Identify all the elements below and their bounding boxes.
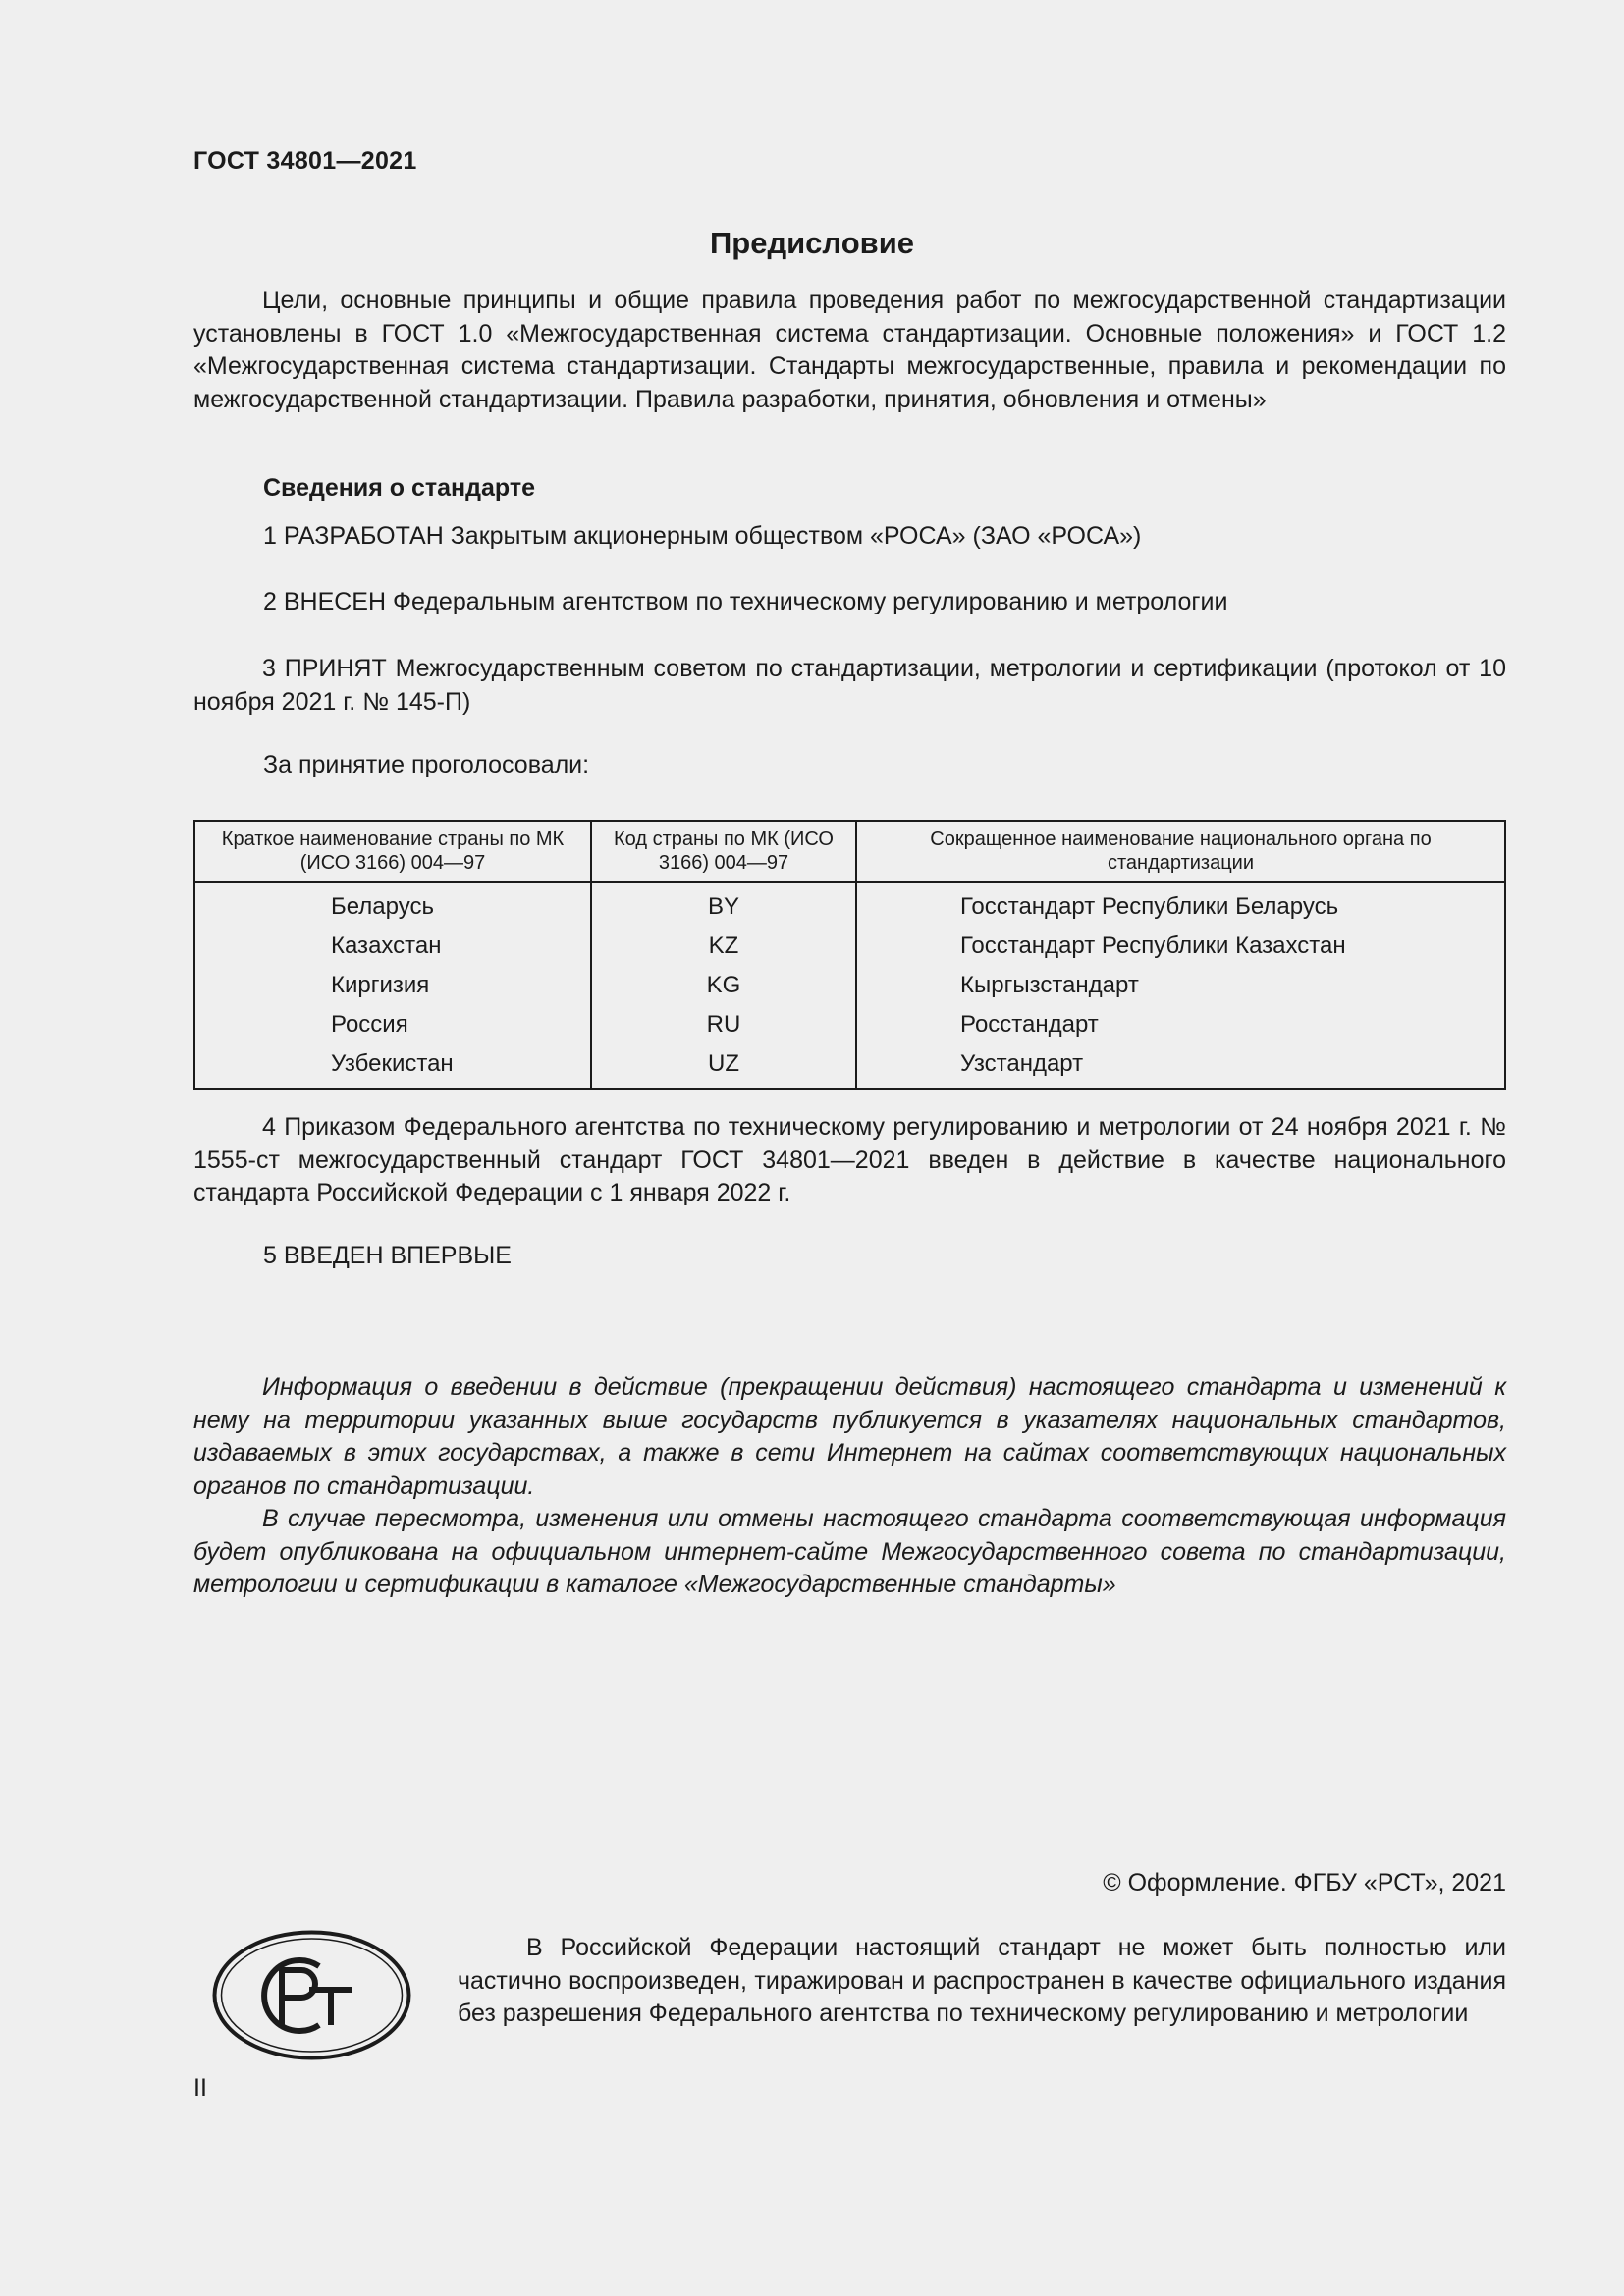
national-body-cell: Узстандарт: [856, 1044, 1505, 1089]
rst-logo: [211, 1929, 412, 2061]
voted-label: За принятие проголосовали:: [263, 751, 590, 778]
country-cell: Киргизия: [331, 972, 430, 998]
table-row: [194, 1044, 1505, 1089]
column-header-body: Сокращенное наименование национального органа по стандартизации: [856, 821, 1505, 882]
code-cell: KZ: [591, 927, 856, 966]
code-cell: RU: [591, 1005, 856, 1044]
national-body-cell: Госстандарт Республики Беларусь: [856, 882, 1505, 928]
page-title: Предисловие: [709, 226, 914, 260]
document-code-header: ГОСТ 34801—2021: [193, 147, 417, 175]
country-cell: Казахстан: [331, 933, 442, 959]
table-row: [194, 927, 1505, 966]
voting-countries-table: [193, 820, 1506, 1090]
column-header-country: Краткое наименование страны по МК (ИСО 3166) 004—97: [194, 821, 591, 882]
intro-paragraph: Цели, основные принципы и общие правила проведения работ по межгосударственной стандартизации установлены в ГОСТ 1.0 «Межгосударственная система стандартизации. Основные положения» и ГОСТ 1.2 «Межгосударственная система стандартизации. Стандарты межгосударственные, правила и рекомендации по межгосударственной стандартизации. Правила разработки, принятия, обновления и отмены»: [193, 287, 1506, 413]
code-cell: KG: [591, 966, 856, 1005]
item-adopted: 3 ПРИНЯТ Межгосударственным советом по стандартизации, метрологии и сертификации (протокол от 10 ноября 2021 г. № 145-П): [193, 655, 1506, 716]
table-row: [194, 882, 1505, 928]
item-developed: 1 РАЗРАБОТАН Закрытым акционерным обществом «РОСА» (ЗАО «РОСА»): [263, 522, 1142, 550]
national-body-cell: Росстандарт: [856, 1005, 1505, 1044]
info-heading: Сведения о стандарте: [263, 474, 536, 502]
national-body-cell: Госстандарт Республики Казахстан: [856, 927, 1505, 966]
italic-note-revision: В случае пересмотра, изменения или отмены настоящего стандарта соответствующая информация будет опубликована на официальном интернет-сайте Межгосударственного совета по стандартизации, метрологии и сертификации в каталоге «Межгосударственные стандарты»: [193, 1505, 1506, 1598]
reproduction-notice: В Российской Федерации настоящий стандарт не может быть полностью или частично воспроизведен, тиражирован и распространен в качестве официального издания без разрешения Федерального агентства по техническому регулированию и метрологии: [458, 1934, 1506, 2027]
table-row: [194, 1005, 1505, 1044]
table-row: [194, 966, 1505, 1005]
copyright-line: © Оформление. ФГБУ «РСТ», 2021: [1103, 1869, 1506, 1896]
column-header-code: Код страны по МК (ИСО 3166) 004—97: [591, 821, 856, 882]
country-cell: Беларусь: [331, 893, 434, 920]
country-cell: Россия: [331, 1011, 408, 1038]
item-introduced: 2 ВНЕСЕН Федеральным агентством по техническому регулированию и метрологии: [263, 588, 1228, 615]
item-first-introduced: 5 ВВЕДЕН ВПЕРВЫЕ: [263, 1242, 512, 1269]
national-body-cell: Кыргызстандарт: [856, 966, 1505, 1005]
item-enacted: 4 Приказом Федерального агентства по техническому регулированию и метрологии от 24 ноября 2021 г. № 1555-ст межгосударственный стандарт ГОСТ 34801—2021 введен в действие в качестве национального стандарта Российской Федерации с 1 января 2022 г.: [193, 1113, 1506, 1206]
table-header-row: [194, 821, 1505, 882]
country-cell: Узбекистан: [331, 1050, 454, 1077]
italic-note-publication: Информация о введении в действие (прекращении действия) настоящего стандарта и изменений к нему на территории указанных выше государств публикуется в указателях национальных стандартов, издаваемых в этих государствах, а также в сети Интернет на сайтах соответствующих национальных органов по стандартизации.: [193, 1373, 1506, 1500]
code-cell: UZ: [591, 1044, 856, 1089]
page-number: II: [193, 2074, 207, 2102]
code-cell: BY: [591, 882, 856, 928]
